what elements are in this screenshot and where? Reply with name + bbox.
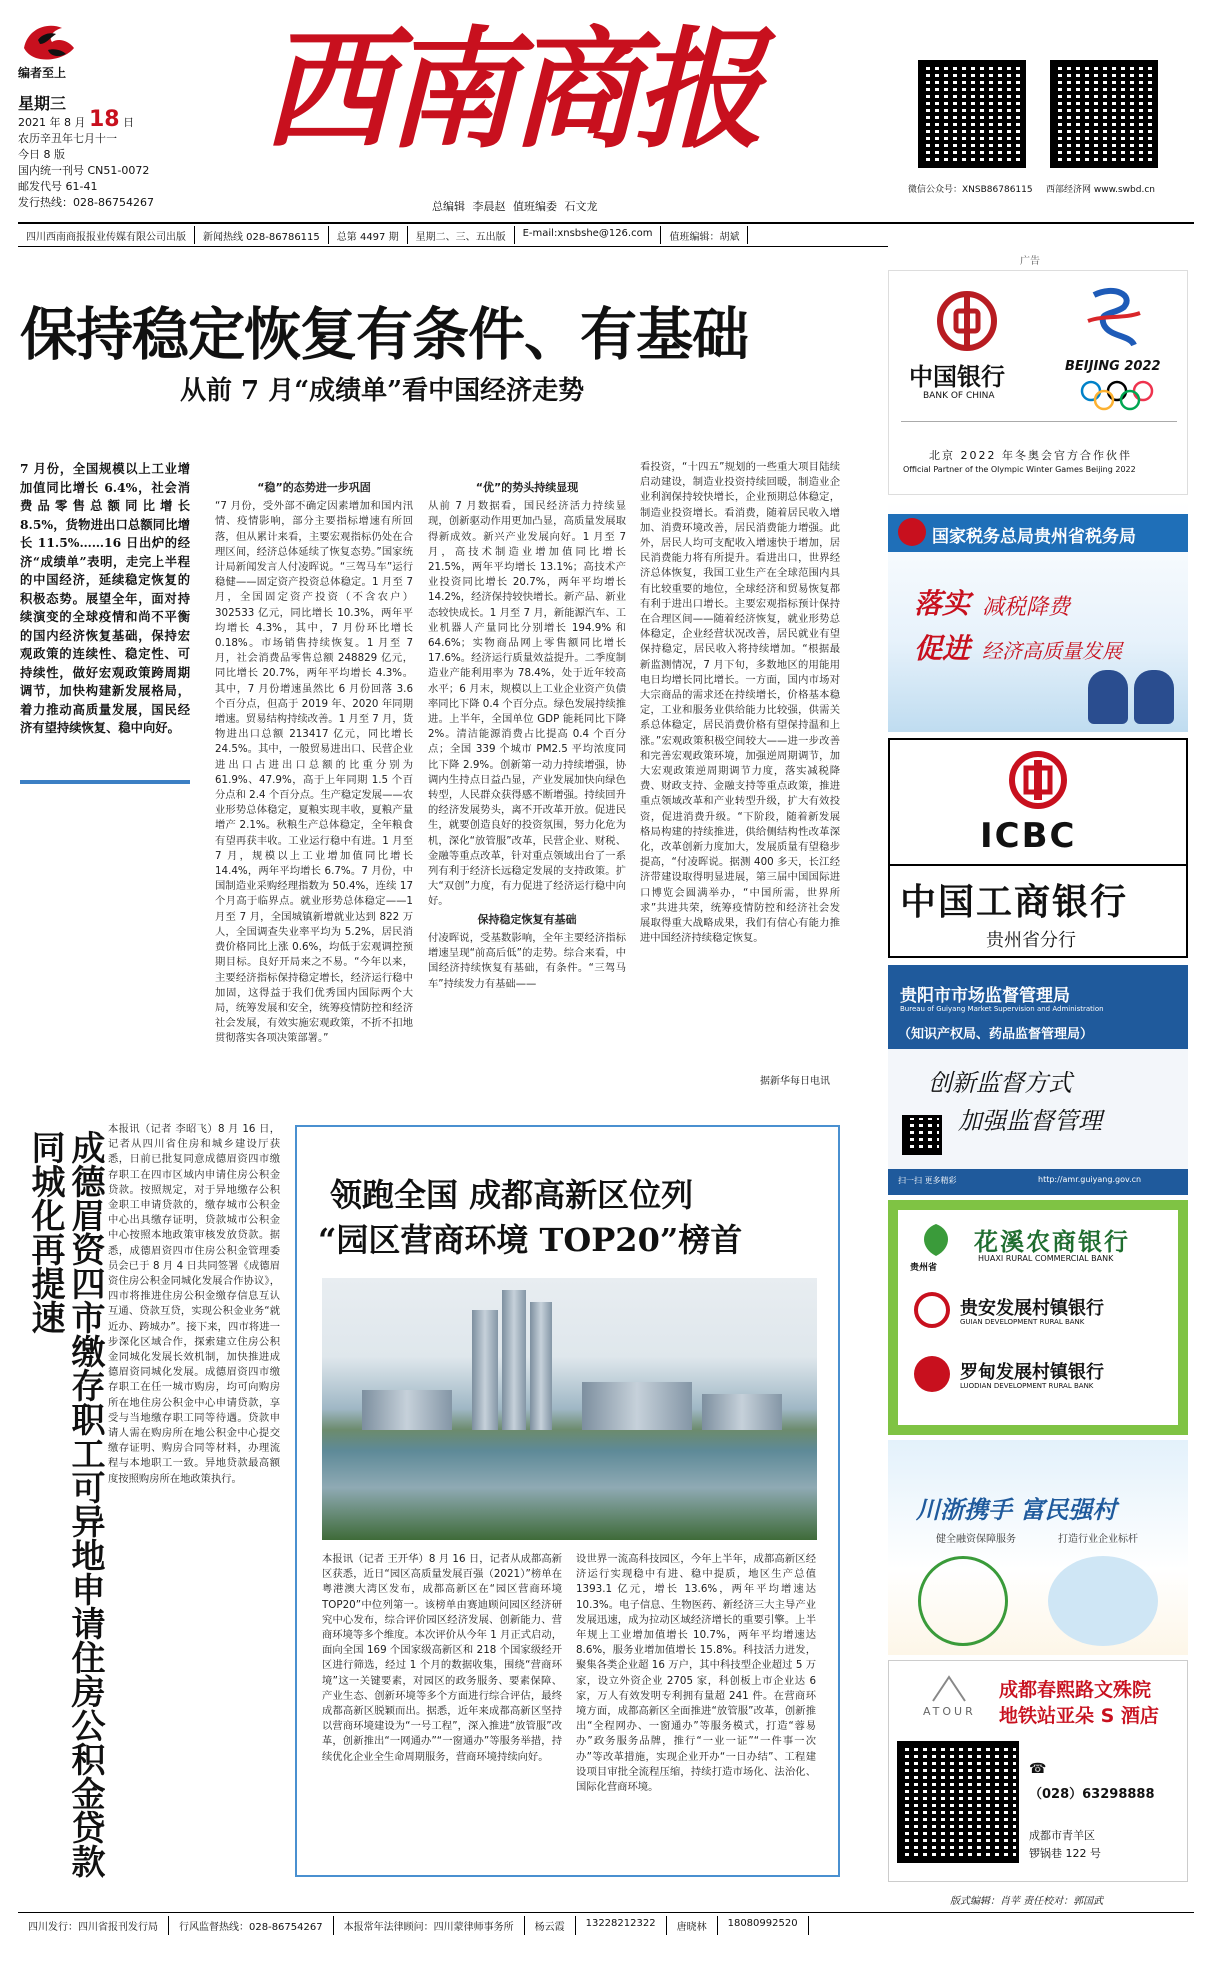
- hotline: 发行热线：028-86754267: [18, 196, 154, 209]
- tower-shape: [502, 1290, 526, 1430]
- footer-phone-2: 18080992520: [718, 1916, 809, 1935]
- building-shape: [702, 1394, 782, 1430]
- newspaper-logo-icon: [18, 18, 80, 70]
- post-code: 邮发代号 61-41: [18, 180, 98, 193]
- hotel-qr-code[interactable]: [897, 1741, 1019, 1863]
- hightech-zone-photo: [322, 1278, 817, 1540]
- ga-name: 贵安发展村镇银行: [960, 1298, 1104, 1319]
- publish-days: 星期二、三、五出版: [408, 226, 515, 244]
- ga-name-en: GUIAN DEVELOPMENT RURAL BANK: [960, 1318, 1085, 1326]
- cz-subline-b: 打造行业企业标杆: [1058, 1534, 1138, 1545]
- gy-qr-code[interactable]: [902, 1115, 942, 1155]
- column-text: 看投资，“十四五”规划的一些重大项目陆续启动建设，制造业投资持续回暖，制造业企业利润保持较快增长，企业预期总体稳定，制造业投资增长。看消费，随着居民收入增加、消费环境改善，居民消费能力增强。此外，居民人均可支配收入增速快于增加，居民消费能力将有所提升。看进出口，世界经济总体恢复，我国工业生产在全球范围内具有比较重要的地位，全球经济和贸易恢复都有利于进出口增长。主要宏观指标预计保持在合理区间——随着经济恢复，就业形势总体稳定，企业经营状况改善，居民就业有望保持稳定，居民收入将持续增加。“根据最新监测情况，7 月下旬，多数地区的用能用电日均增长同比增长。一方面，国内市场对大宗商品的需求还在持续增长，价格基本稳定，工业和服务业供给能力比较强，供需关系总体稳定，居民消费价格有望保持温和上涨。”宏观政策积极空间较大——进一步改善和完善宏观政策环境，加强逆周期调节，加大宏观政策逆周期调节力度，落实减税降费、财政支持、金融支持等重点政策，推进重点领域改革和产业转型升级，扩大有效投资，促进消费升级。“下阶段，随着新发展格局构建的持续推进，供给侧结构性改革深化，改革创新力度加大，发展质量有望稳步提高，“付凌晖说。据测 400 多天，长江经济带建设取得明显进展，第三届中国国际进口博览会圆满举办，“中国所需，世界所求”共进共荣，统筹疫情防控和经济社会发展取得重大战略成果，我们有信心有能力推进中国经济持续稳定恢复。: [640, 461, 840, 945]
- lead-accent-bar: [20, 780, 190, 784]
- vertical-story-text: 本报讯（记者 李昭飞）8 月 16 日，记者从四川省住房和城乡建设厅获悉，日前已批复同意成德眉资四市缴存职工在四市区域内申请住房公积金贷款。按照规定，对于异地缴存公积金职工申请贷款的，缴存城市公积金中心出具缴存证明，贷款城市公积金中心按照本地政策审核发放贷款。据悉，成德眉资四市住房公积金管理委员会已于 8 月 4 日共同签署《成德眉资住房公积金同城化发展合作协议》，四市将推进住房公积金缴存信息互认互通、贷款互贷，实现公积金业务“就近办、跨城办”。接下来，四市将进一步深化区域合作，探索建立住房公积金同城化发展长效机制，加快推进成德眉资同城化发展。成德眉资四市缴存职工在任一城市购房，均可向购房所在地住房公积金中心申请贷款，享受与当地缴存职工同等待遇。贷款申请人需在购房所在地公积金中心提交缴存证明、购房合同等材料，办理流程与本地职工一致。异地贷款最高额度按照购房所在地政策执行。: [108, 1123, 280, 1485]
- beijing-2022-text: BEIJING 2022: [1065, 359, 1161, 374]
- icbc-en: ICBC: [980, 816, 1077, 856]
- issue-info: [18, 96, 154, 211]
- tax-slogan-2a: 促进: [914, 632, 971, 665]
- ad-label: 广告: [1020, 256, 1040, 267]
- luodian-logo-icon: [914, 1356, 950, 1392]
- ld-name-en: LUODIAN DEVELOPMENT RURAL BANK: [960, 1382, 1094, 1390]
- section-heading: “稳”的态势进一步巩固: [257, 481, 371, 494]
- hotel-title-2: 地铁站亚朵 S 酒店: [999, 1705, 1159, 1727]
- gy-subtitle: （知识产权局、药品监督管理局）: [898, 1027, 1094, 1042]
- layout-editor-credits: 版式编辑：肖苹 责任校对：郭国武: [950, 1896, 1104, 1907]
- lunar-date: 农历辛丑年七月十一: [18, 132, 117, 145]
- wechat-caption: 微信公众号：XNSB86786115: [908, 185, 1033, 195]
- email[interactable]: E-mail:xnsbshe@126.com: [515, 226, 662, 244]
- slogan: 编者至上: [18, 66, 67, 80]
- page-count: 今日 8 版: [18, 148, 65, 161]
- website-caption: 西部经济网 www.swbd.cn: [1046, 185, 1155, 195]
- article-column-3: [640, 460, 840, 1080]
- cz-slogan: 川浙携手 富民强村: [916, 1496, 1117, 1524]
- footer-bar: [18, 1916, 1194, 1935]
- mascot-figure-icon: [1088, 670, 1128, 724]
- gy-title: 贵阳市市场监督管理局: [900, 986, 1070, 1006]
- footer-supervision: 行风监督热线：028-86754267: [169, 1916, 334, 1935]
- boxed-headline-line1[interactable]: 领跑全国 成都高新区位列: [330, 1176, 694, 1214]
- boxed-story-text-1: 本报讯（记者 王开华）8 月 16 日，记者从成都高新区获悉，近日“园区高质量发展百强（2021）”榜单在粤港澳大湾区发布，成都高新区在“园区营商环境 TOP20”中位列第一。该榜单由赛迪顾问园区经济研究中心发布，综合评价园区经济发展、创新能力、营商环境等多个维度。本次评价从今年 1 月正式启动，面向全国 169 个国家级高新区和 218 个国家级经开区进行筛选，经过 1 个月的数据收集，围绕“营商环境”这一关键要素，对园区的政务服务、要素保障、产业生态、创新环境等多个方面进行综合评估，最终成都高新区脱颖而出。据悉，近年来成都高新区坚持以营商环境建设为“一号工程”，深入推进“放管服”改革，创新推出“一网通办”“一窗通办”等服务举措，持续优化企业全生命周期服务，营商环境持续向好。: [322, 1553, 562, 1763]
- phone-icon: ☎: [1029, 1761, 1047, 1777]
- issue-date: [18, 107, 154, 132]
- top-divider: [18, 222, 1194, 224]
- boc-logo-icon: [937, 291, 997, 351]
- building-shape: [582, 1382, 692, 1430]
- hotel-brand: ATOUR: [923, 1705, 976, 1718]
- article-source: 据新华每日电讯: [760, 1076, 830, 1087]
- newspaper-title: 西南商报: [262, 13, 759, 166]
- footer-legal: 本报常年法律顾问：四川蒙律师事务所: [334, 1916, 525, 1935]
- footer-lawyer-1: 杨云霞: [525, 1916, 576, 1935]
- icbc-cn: 中国工商银行: [900, 882, 1129, 923]
- boc-name: 中国银行: [909, 362, 1005, 391]
- hotel-phone[interactable]: （028）63298888: [1029, 1787, 1155, 1802]
- hotel-title-1: 成都春熙路文殊院: [999, 1679, 1152, 1701]
- vertical-headline-kicker: 同城化再提速: [25, 1130, 65, 1334]
- news-hotline: 新闻热线 028-86786115: [195, 226, 329, 244]
- ad-divider: [901, 421, 1177, 422]
- icbc-logo-icon: [1008, 750, 1068, 810]
- tower-shape: [530, 1302, 552, 1430]
- vertical-headline[interactable]: 成德眉资四市缴存职工可异地申请住房公积金贷款: [65, 1130, 105, 1878]
- boc-partner-en: Official Partner of the Olympic Winter Games Beijing 2022: [903, 465, 1136, 474]
- hx-name: 花溪农商银行: [974, 1228, 1130, 1256]
- boxed-story-text-2: 设世界一流高科技园区，今年上半年，成都高新区经济运行实现稳中有进、稳中提质，地区生产总值 1393.1 亿元，增长 13.6%，两年平均增速达 10.3%。电子信息、生物医药、新经济三大主导产业发展迅速，成为拉动区域经济增长的重要引擎。上半年规上工业增加值增长 10.7%，两年平均增速达 8.6%，服务业增加值增长 15.8%。科技活力迸发，聚集各类企业超 16 万户，其中科技型企业超过 5 万家，设立外资企业 2705 家，科创板上市企业达 6 家，万人有效发明专利拥有量超 241 件。在营商环境方面，成都高新区全面推进“放管服”改革，创新推出“全程网办、一窗通办”等服务模式，打造“蓉易办”政务服务品牌，推行“一业一证”“一件事一次办”等改革措施，实现企业开办“一日办结”、工程建设项目审批全流程压缩，持续打造市场化、法治化、国际化营商环境。: [576, 1553, 816, 1794]
- article-column-2: [428, 478, 626, 1086]
- footer-divider: [18, 1912, 1194, 1913]
- cz-illustration-icon: [1048, 1556, 1158, 1646]
- section-heading: “优”的势头持续显现: [475, 481, 579, 494]
- tax-title: 国家税务总局贵州省税务局: [932, 527, 1136, 547]
- editor-credits: 总编辑 李晨赵 值班编委 石文龙: [432, 200, 598, 213]
- article-column-1: [215, 478, 413, 1086]
- hx-name-en: HUAXI RURAL COMMERCIAL BANK: [978, 1254, 1114, 1263]
- footer-distribution: 四川发行：四川省报刊发行局: [18, 1916, 169, 1935]
- column-text: 从前 7 月数据看，国民经济活力持续显现，创新驱动作用更加凸显，高质量发展取得新成效。新兴产业发展向好。1 月至 7 月，高技术制造业增加值同比增长 21.5%，两年平均增长 13.1%；高技术产业投资同比增长 20.7%，两年平均增长 14.2%，经济保持较快增长。新产品、新业态较快成长。1 月至 7 月，新能源汽车、工业机器人产量同比分别增长 194.9% 和 64.6%；实物商品网上零售额同比增长 17.6%。经济运行质量效益提升。二季度制造业产能利用率为 78.4%，处于近年较高水平；6 月末，规模以上工业企业资产负债率同比下降 0.4 个百分点。绿色发展持续推进。上半年，全国单位 GDP 能耗同比下降 2%。清洁能源消费占比提高 0.4 个百分点；全国 339 个城市 PM2.5 平均浓度同比下降 2.9%。创新第一动力持续增强，协调内生持点日益凸显，产业发展加快向绿色转型，人民群众获得感不断增强。持续回升的经济发展势头，离不开改革开放。促进民生，就要创造良好的投资氛围，努力化危为机，深化“放管服”改革，民营企业、财税、金融等重点改革，针对重点领域出台了一系列有利于经济长远稳定发展的支持政策。扩大“双创”力度，有力促进了经济运行稳中向好。: [428, 500, 626, 908]
- huaxi-leaf-icon: [916, 1220, 956, 1260]
- ad-chuanzhe-cooperation[interactable]: [888, 1440, 1188, 1655]
- website-qr-code[interactable]: [1050, 60, 1158, 168]
- section-heading: 保持稳定恢复有基础: [477, 912, 577, 926]
- main-subheadline: 从前 7 月“成绩单”看中国经济走势: [180, 376, 585, 406]
- icbc-branch: 贵州省分行: [986, 930, 1076, 951]
- ad-atour-hotel[interactable]: [888, 1660, 1188, 1882]
- info-divider: [18, 246, 888, 247]
- column-text: “7 月份，受外部不确定因素增加和国内汛情、疫情影响，部分主要指标增速有所回落，但从累计来看，主要宏观指标仍处在合理区间，经济总体延续了恢复态势。”国家统计局新闻发言人付凌晖说。“三驾马车”运行稳健——固定资产投资总体稳定。1 月至 7 月，全国固定资产投资（不含农户）302533 亿元，同比增长 10.3%，两年平均增长 4.3%，其中，7 月份环比增长 0.18%。市场销售持续恢复。1 月至 7 月，社会消费品零售总额 248829 亿元，同比增长 20.7%，两年平均增长 4.3%。其中，7 月份增速虽然比 6 月份回落 3.6 个百分点，但高于 2019 年、2020 年同期增速。贸易结构持续改善。1 月至 7 月，货物进出口总额 213417 亿元，同比增长 24.5%。其中，一般贸易进出口、民营企业进出口占进出口总额的比重分别为 61.9%、47.9%，高于上年同期 1.5 个百分点和 2.4 个百分点。生产稳定发展——农业形势总体稳定，夏粮实现丰收，夏粮产量增产 2.1%。秋粮生产总体稳定，全年粮食有望再获丰收。工业运行稳中有进。1 月至 7 月，规模以上工业增加值同比增长 14.4%，两年平均增长 6.7%。7 月份，中国制造业采购经理指数为 50.4%，连续 17 个月高于临界点。就业形势总体稳定——1 月至 7 月，全国城镇新增就业达到 822 万人，全国调查失业率平均为 5.2%，居民消费价格同比上涨 0.6%，均低于宏观调控预期目标。良好开局来之不易。“今年以来，主要经济指标保持稳定增长，经济运行稳中加固，这得益于我们优秀国内国际两个大局，统筹发展和安全，统筹疫情防控和经济社会发展，有效实施宏观政策，不折不扣地贯彻落实各项决策部署。”: [215, 500, 413, 1045]
- date-suffix: 日: [123, 116, 135, 129]
- wechat-qr-code[interactable]: [918, 60, 1026, 168]
- ad-divider: [890, 864, 1186, 866]
- weekday: 星期三: [18, 94, 67, 113]
- hx-province: 贵州省: [910, 1263, 938, 1273]
- publisher: 四川西南商报报业传媒有限公司出版: [18, 226, 195, 244]
- gy-title-en: Bureau of Guiyang Market Supervision and Administration: [900, 1005, 1104, 1013]
- tower-shape: [472, 1310, 498, 1430]
- ld-name: 罗甸发展村镇银行: [960, 1362, 1104, 1383]
- main-headline[interactable]: 保持稳定恢复有条件、有基础: [20, 302, 748, 368]
- cz-diagram-icon: [918, 1556, 1008, 1646]
- tax-slogan-2b: 经济高质量发展: [982, 639, 1122, 663]
- mascot-figure-icon: [1134, 670, 1174, 724]
- tax-slogan-1a: 落实: [914, 587, 971, 620]
- gy-slogan-1: 创新监督方式: [928, 1069, 1072, 1097]
- tax-emblem-icon: [898, 518, 926, 546]
- ad-icbc[interactable]: [888, 738, 1188, 958]
- footer-phone-1: 13228212322: [576, 1916, 667, 1935]
- lead-paragraph: 7 月份，全国规模以上工业增加值同比增长 6.4%，社会消费品零售总额同比增长 8.5%，货物进出口总额同比增长 11.5%……16 日出炉的经济“成绩单”表明，走完上半程的中国经济，延续稳定恢复的积极态势。展望全年，面对持续演变的全球疫情和尚不平衡的国内经济恢复基础，保持宏观政策的连续性、稳定性、可持续性，做好宏观政策跨周期调节，加快构建新发展格局，着力推动高质量发展，国民经济有望持续恢复、稳中向好。: [20, 461, 190, 735]
- boc-partner: 北京 2022 年冬奥会官方合作伙伴: [929, 449, 1132, 462]
- duty-editor: 值班编辑：胡斌: [661, 226, 748, 244]
- boxed-headline-line2[interactable]: “园区营商环境 TOP20”榜首: [318, 1221, 743, 1259]
- olympic-rings-icon: [1077, 379, 1157, 411]
- date-prefix: 2021 年 8 月: [18, 116, 86, 129]
- gy-url[interactable]: http://amr.guiyang.gov.cn: [1038, 1175, 1142, 1184]
- cn-code: 国内统一刊号 CN51-0072: [18, 164, 150, 177]
- info-bar: [18, 226, 1194, 244]
- guian-logo-icon: [914, 1292, 950, 1328]
- gy-slogan-2: 加强监督管理: [958, 1107, 1102, 1135]
- ad-guiyang-market-bureau[interactable]: [888, 965, 1188, 1195]
- ad-huaxi-rural-bank[interactable]: [888, 1200, 1188, 1435]
- tax-slogan-1b: 减税降费: [982, 595, 1071, 620]
- hotel-address-2: 锣锅巷 122 号: [1029, 1847, 1101, 1860]
- footer-lawyer-2: 唐晓林: [667, 1916, 718, 1935]
- ad-bank-of-china[interactable]: [888, 270, 1188, 495]
- atour-logo-icon: [929, 1673, 969, 1703]
- date-day: 18: [88, 107, 120, 132]
- building-shape: [362, 1390, 452, 1430]
- column-text: 付凌晖说，受基数影响，全年主要经济指标增速呈现“前高后低”的走势。综合来看，中国经济持续恢复有基础，有条件。“三驾马车”持续发力有基础——: [428, 931, 626, 990]
- ad-guizhou-tax[interactable]: [888, 502, 1188, 732]
- gy-scan-text: 扫一扫 更多精彩: [898, 1176, 957, 1185]
- boc-name-en: BANK OF CHINA: [923, 391, 995, 401]
- cz-subline-a: 健全融资保障服务: [936, 1534, 1016, 1545]
- beijing-2022-emblem-icon: [1074, 285, 1154, 355]
- hotel-address-1: 成都市青羊区: [1029, 1829, 1095, 1842]
- issue-number: 总第 4497 期: [329, 226, 408, 244]
